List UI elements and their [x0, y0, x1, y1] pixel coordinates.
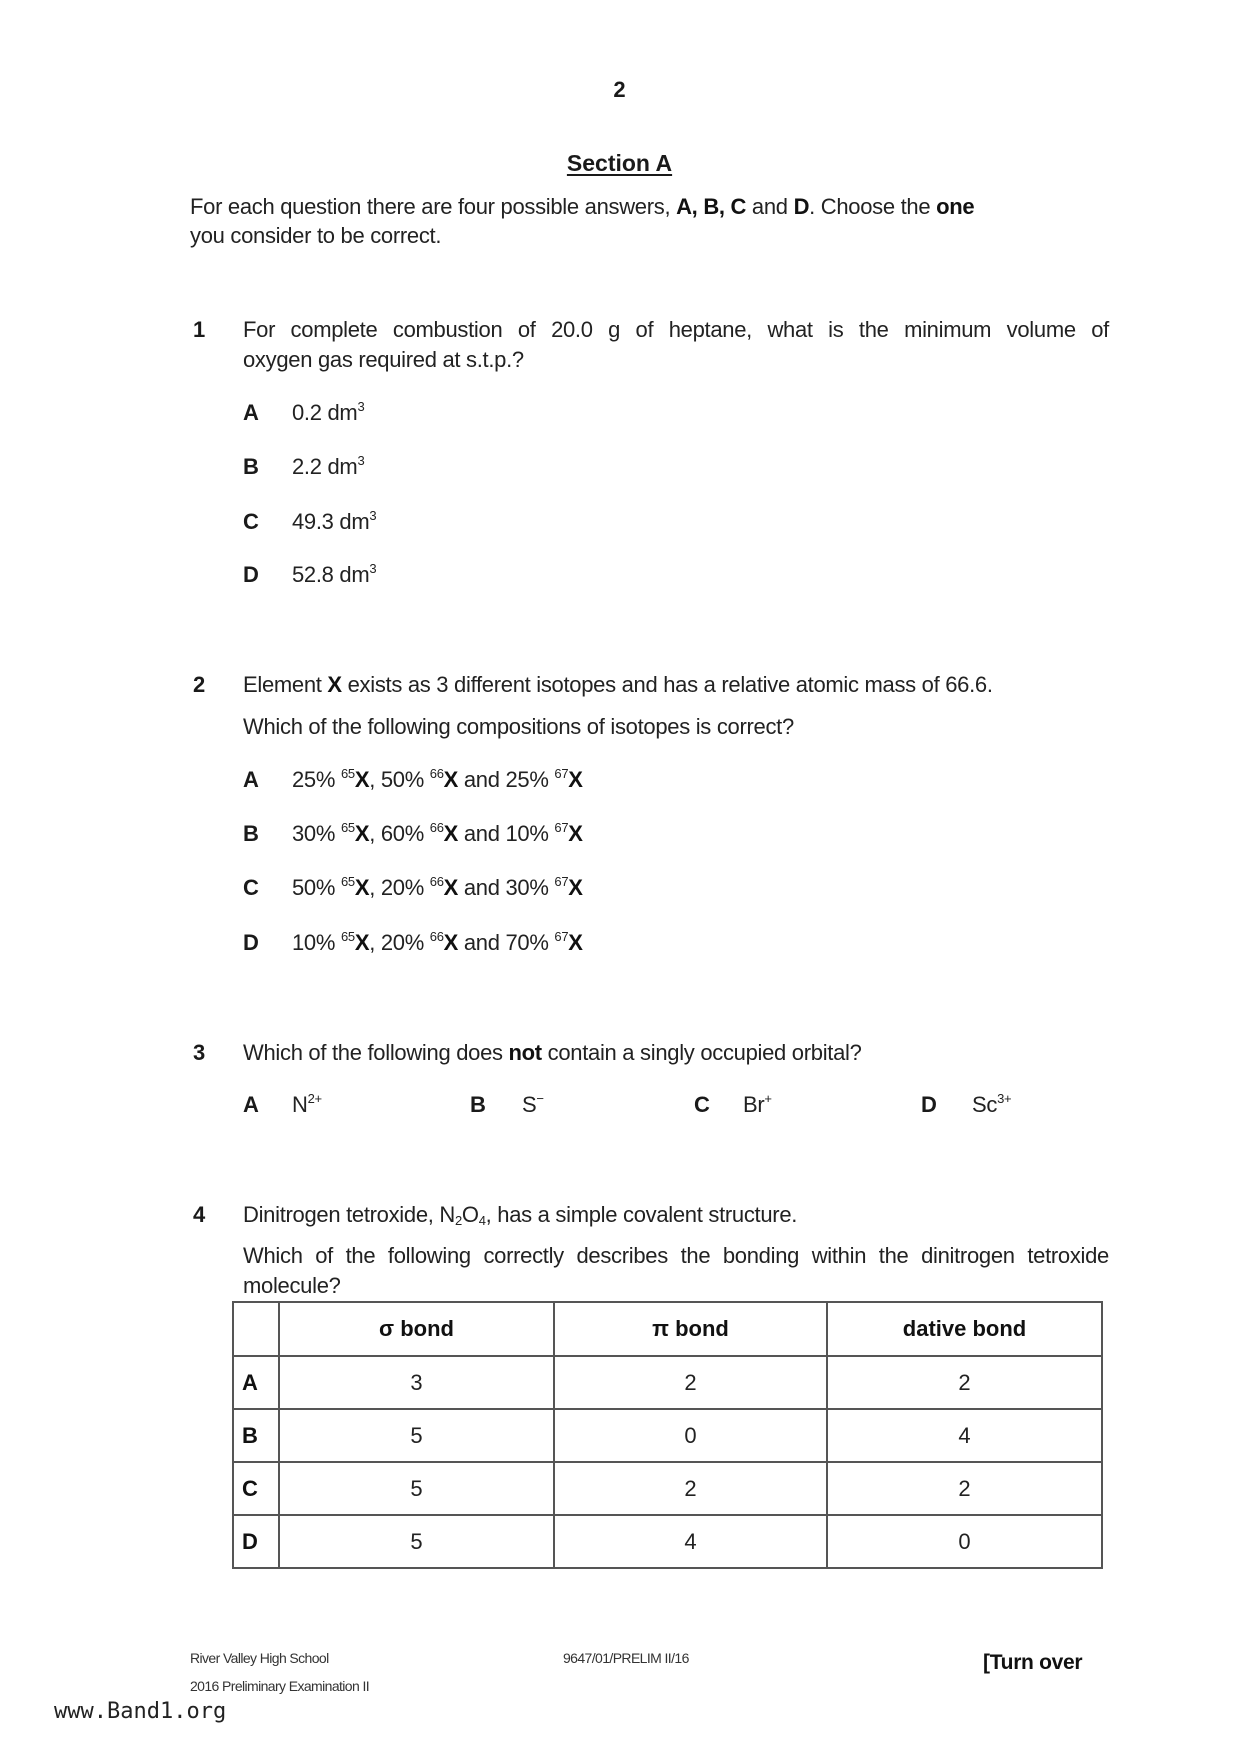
q3-option-b-label[interactable]: B [470, 1092, 486, 1117]
cell-dative: 2 [827, 1462, 1102, 1515]
row-label[interactable]: C [233, 1462, 279, 1515]
q3-option-a-value[interactable]: $N^{2+}$ [292, 1091, 322, 1117]
cell-sigma: 5 [279, 1515, 554, 1568]
table-header-empty [233, 1302, 279, 1356]
q1-option-b-value[interactable]: 2.2 $dm^3$ [292, 453, 365, 479]
q2-option-b-label[interactable]: B [243, 821, 259, 846]
q3-option-d-value[interactable]: $Sc^{3+}$ [972, 1091, 1012, 1117]
table-header-sigma: σ bond [279, 1302, 554, 1356]
question-1-line-1: For complete combustion of 20.0 g of heptane, what is the minimum volume of [243, 317, 1109, 342]
cell-pi: 4 [554, 1515, 827, 1568]
q1-option-c-label[interactable]: C [243, 509, 259, 534]
q1-option-c-value[interactable]: 49.3 $dm^3$ [292, 508, 377, 534]
table-row[interactable] [233, 1409, 1102, 1462]
question-3-line-1: Which of the following does not contain a singly occupied orbital? [243, 1040, 862, 1065]
cell-sigma: 5 [279, 1409, 554, 1462]
watermark-link[interactable]: www.Band1.org [54, 1699, 227, 1724]
instructions-opt-a: A, [676, 194, 698, 219]
table-header-row [233, 1302, 1102, 1356]
instructions-text: For each question there are four possible answers, [190, 194, 677, 219]
question-4-line-3: molecule? [243, 1273, 341, 1298]
instructions-opt-d: D [793, 194, 810, 219]
section-title-text: Section A [566, 150, 673, 176]
instructions-line-1 [190, 194, 974, 220]
footer-school: River Valley High School [190, 1650, 329, 1666]
cell-pi: 2 [554, 1356, 827, 1409]
q2-option-a-value[interactable]: 25% $^{65}$X, 50% $^{66}$X and 25% $^{67}$X [292, 766, 583, 792]
q1-option-d-label[interactable]: D [243, 562, 259, 587]
instructions-and: and [746, 194, 794, 219]
question-1-number: 1 [193, 317, 206, 342]
question-4-line-1: Dinitrogen tetroxide, $N_2O_4$, has a simple covalent structure. [243, 1202, 798, 1228]
q3-option-b-value[interactable]: S− [522, 1091, 544, 1117]
section-title [0, 150, 1239, 177]
row-label[interactable]: B [233, 1409, 279, 1462]
q3-option-a-label[interactable]: A [243, 1092, 259, 1117]
q3-option-d-label[interactable]: D [921, 1092, 937, 1117]
question-2-number: 2 [193, 672, 206, 697]
table-header-pi: π bond [554, 1302, 827, 1356]
q2-option-b-value[interactable]: 30% $^{65}$X, 60% $^{66}$X and 10% $^{67}$X [292, 820, 583, 846]
q2-option-d-value[interactable]: 10% $^{65}$X, 20% $^{66}$X and 70% $^{67}$X [292, 929, 583, 955]
q1-option-d-value[interactable]: 52.8 $dm^3$ [292, 561, 377, 587]
question-2-line-1: Element X exists as 3 different isotopes and has a relative atomic mass of 66.6. [243, 672, 993, 697]
q1-option-b-label[interactable]: B [243, 454, 259, 479]
cell-pi: 2 [554, 1462, 827, 1515]
q2-option-c-label[interactable]: C [243, 875, 259, 900]
table-row[interactable] [233, 1515, 1102, 1568]
bonding-table [232, 1301, 1103, 1569]
cell-dative: 4 [827, 1409, 1102, 1462]
q1-option-a-value[interactable]: 0.2 $dm^3$ [292, 399, 365, 425]
turn-over-label: [Turn over [983, 1651, 1083, 1674]
row-label[interactable]: A [233, 1356, 279, 1409]
instructions-opt-c: C [730, 194, 747, 219]
question-1-line-2: oxygen gas required at s.t.p.? [243, 347, 524, 372]
q3-option-c-label[interactable]: C [694, 1092, 710, 1117]
table-row[interactable] [233, 1462, 1102, 1515]
question-4-line-2: Which of the following correctly describes the bonding within the dinitrogen tetroxide [243, 1243, 1109, 1268]
q2-option-a-label[interactable]: A [243, 767, 259, 792]
q2-option-c-value[interactable]: 50% $^{65}$X, 20% $^{66}$X and 30% $^{67}$X [292, 874, 583, 900]
instructions-line-2: you consider to be correct. [190, 223, 442, 248]
instructions-opt-b: B, [703, 194, 725, 219]
page-number: 2 [613, 77, 626, 102]
instructions-one: one [936, 194, 975, 219]
cell-sigma: 3 [279, 1356, 554, 1409]
question-4-number: 4 [193, 1202, 206, 1227]
q1-option-a-label[interactable]: A [243, 400, 259, 425]
cell-dative: 2 [827, 1356, 1102, 1409]
footer-exam: 2016 Preliminary Examination II [190, 1678, 370, 1694]
cell-pi: 0 [554, 1409, 827, 1462]
instructions-mid: . Choose the [809, 194, 937, 219]
question-2-line-2: Which of the following compositions of isotopes is correct? [243, 714, 794, 739]
cell-dative: 0 [827, 1515, 1102, 1568]
row-label[interactable]: D [233, 1515, 279, 1568]
cell-sigma: 5 [279, 1462, 554, 1515]
q3-option-c-value[interactable]: Br+ [743, 1091, 772, 1117]
footer-paper-code: 9647/01/PRELIM II/16 [563, 1650, 689, 1666]
table-row[interactable] [233, 1356, 1102, 1409]
table-header-dative: dative bond [827, 1302, 1102, 1356]
question-3-number: 3 [193, 1040, 206, 1065]
q2-option-d-label[interactable]: D [243, 930, 259, 955]
